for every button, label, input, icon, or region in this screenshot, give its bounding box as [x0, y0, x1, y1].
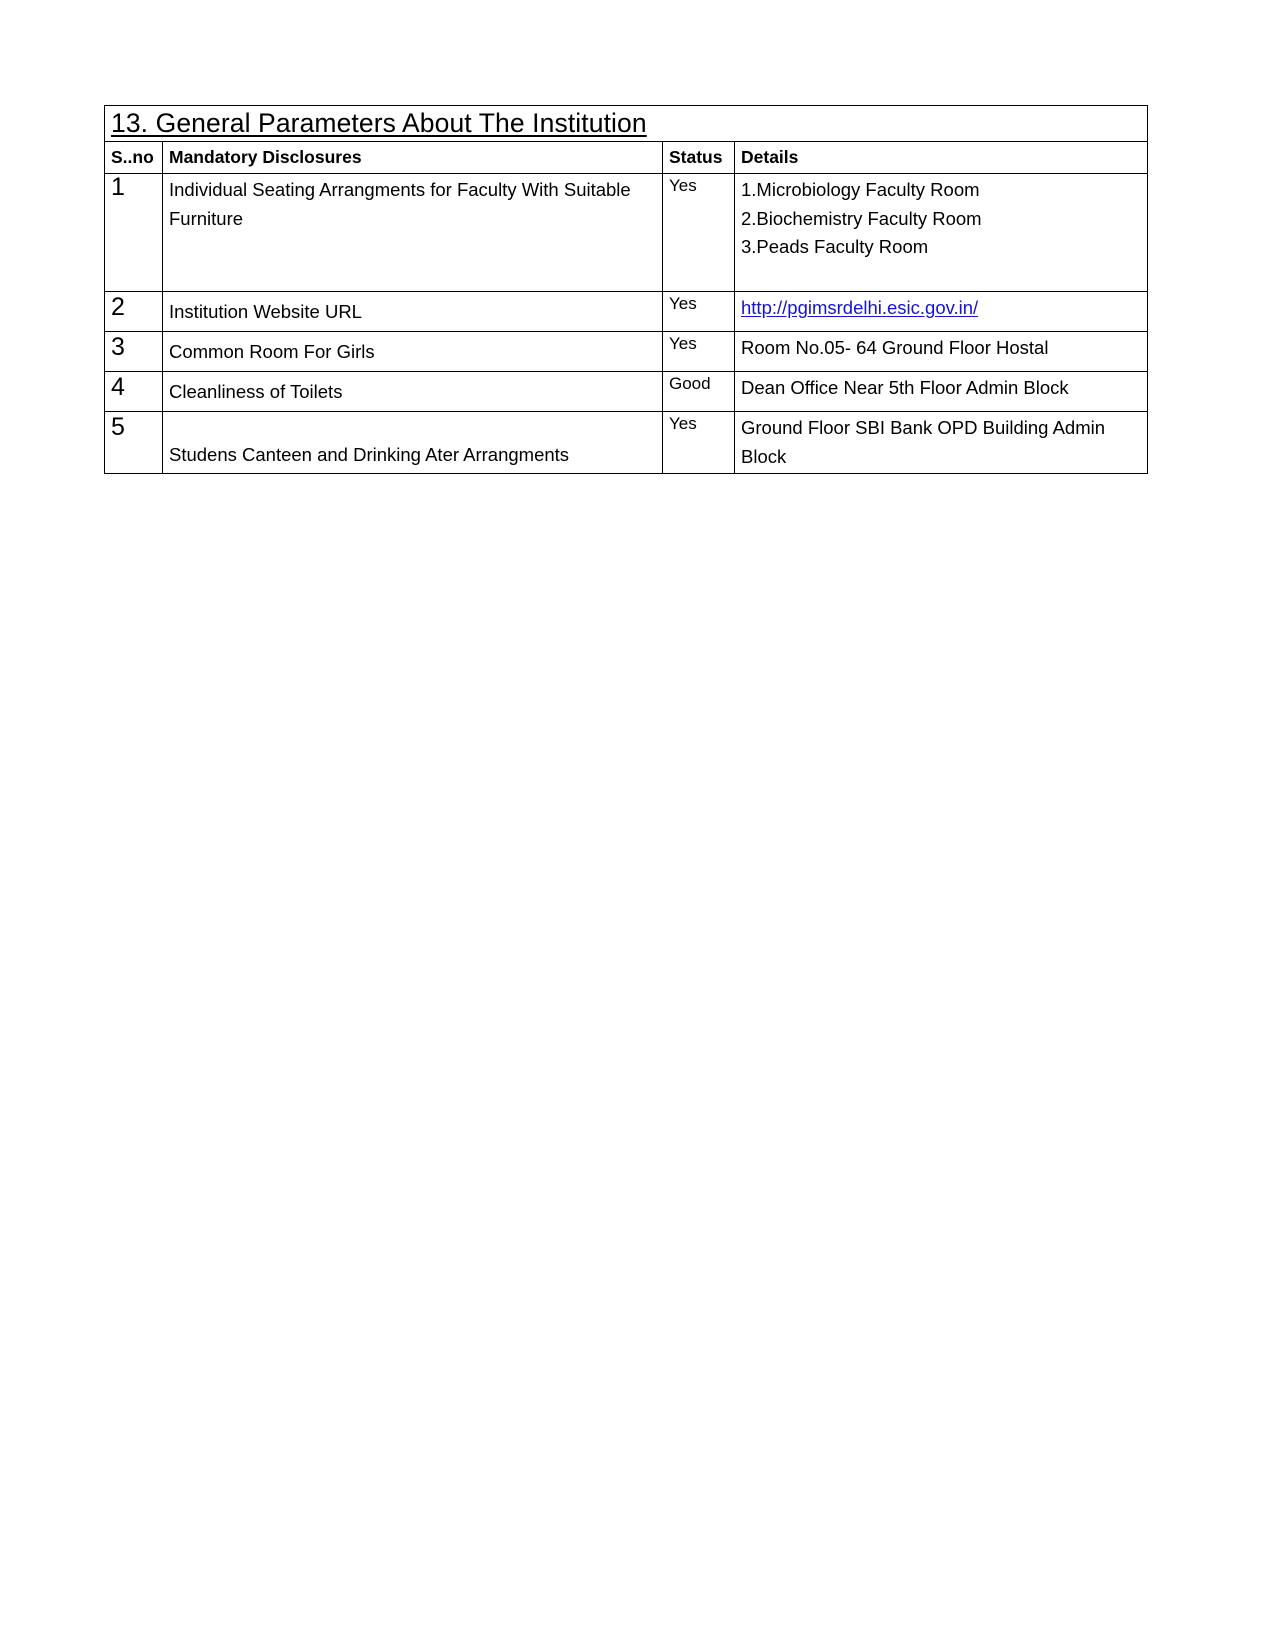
row-status: Yes — [663, 292, 735, 332]
table-row — [105, 372, 1148, 412]
row-details: Ground Floor SBI Bank OPD Building Admin Block — [735, 412, 1148, 474]
row-status: Yes — [663, 174, 735, 292]
page-title-text: 13. General Parameters About The Institution — [111, 108, 647, 138]
row-disclosure: Cleanliness of Toilets — [163, 372, 663, 412]
general-parameters-table — [104, 105, 1148, 474]
row-disclosure: Common Room For Girls — [163, 332, 663, 372]
row-sno: 2 — [105, 292, 163, 332]
row-status: Good — [663, 372, 735, 412]
row-sno: 3 — [105, 332, 163, 372]
row-details — [735, 292, 1148, 332]
page-title — [105, 106, 1148, 142]
row-sno: 4 — [105, 372, 163, 412]
details-line-3: 3.Peads Faculty Room — [741, 236, 929, 258]
table-row — [105, 174, 1148, 292]
row-details — [735, 174, 1148, 292]
row-sno: 1 — [105, 174, 163, 292]
row-sno: 5 — [105, 412, 163, 474]
row-status: Yes — [663, 332, 735, 372]
row-disclosure: Studens Canteen and Drinking Ater Arrangments — [163, 412, 663, 474]
table-header-row — [105, 142, 1148, 174]
table-row — [105, 332, 1148, 372]
row-details: Dean Office Near 5th Floor Admin Block — [735, 372, 1148, 412]
row-details: Room No.05- 64 Ground Floor Hostal — [735, 332, 1148, 372]
institution-website-link[interactable]: http://pgimsrdelhi.esic.gov.in/ — [741, 297, 979, 318]
table-row — [105, 412, 1148, 474]
table-title-row — [105, 106, 1148, 142]
details-line-2: 2.Biochemistry Faculty Room — [741, 207, 982, 229]
row-disclosure: Institution Website URL — [163, 292, 663, 332]
row-status: Yes — [663, 412, 735, 474]
column-header-sno: S..no — [105, 142, 163, 174]
column-header-disclosures: Mandatory Disclosures — [163, 142, 663, 174]
details-line-1: 1.Microbiology Faculty Room — [741, 179, 980, 200]
row-disclosure: Individual Seating Arrangments for Faculty With Suitable Furniture — [163, 174, 663, 292]
column-header-status: Status — [663, 142, 735, 174]
table-row — [105, 292, 1148, 332]
column-header-details: Details — [735, 142, 1148, 174]
